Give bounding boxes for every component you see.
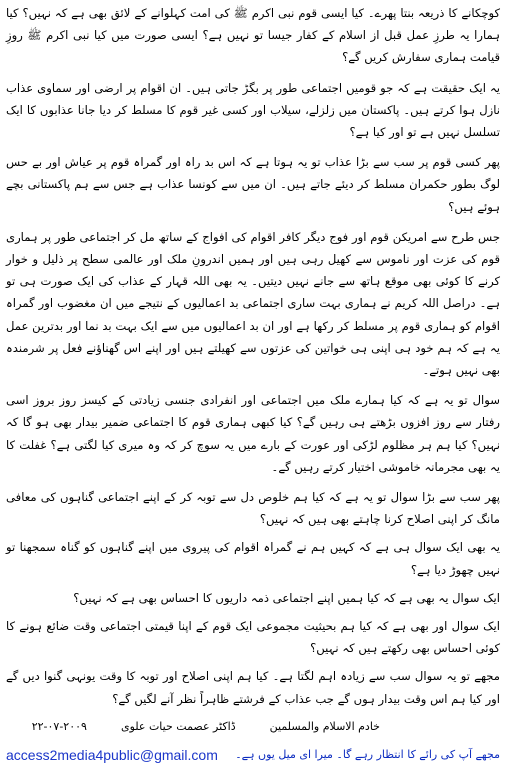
footer-note: مجھے آپ کی رائے کا انتظار رہے گا۔ میرا ای میل یوں ہے۔ xyxy=(235,747,500,761)
article-paragraph: ایک سوال یہ بھی ہے کہ کیا ہمیں اپنے اجتماعی ذمہ داریوں کا احساس بھی ہے کہ نہیں؟ xyxy=(73,590,500,605)
article-paragraph: ایک سوال اور بھی ہے کہ کیا ہم بحیثیت مجموعی ایک قوم کے اپنا قیمتی اجتماعی وقت ضائع ہونے کا کوئی احساس بھی رکھتے ہیں کہ نہیں؟ xyxy=(6,619,500,656)
article-paragraph: یہ ایک حقیقت ہے کہ جو قومیں اجتماعی طور پر بگڑ جاتی ہیں۔ ان اقوام پر ارضی اور سماوی عذاب نازل ہوا کرتے ہیں۔ پاکستان میں زلزلے، سیلاب اور کسی غیر قوم کا مسلط کر دیا جانا عذابوں کا ایک تسلسل نہیں ہے تو اور کیا ہے؟ xyxy=(6,80,500,140)
article-paragraph: مجھے تو یہ سوال سب سے زیادہ اہم لگتا ہے۔ کیا ہم اپنی اصلاح اور توبہ کا وقت یونہی گنوا دیں گے اور کیا ہم اس وقت بیدار ہوں گے جب عذاب کے فرشتے ظاہراً نظر آنے لگیں گے؟ xyxy=(6,669,500,706)
article-paragraph: پھر سب سے بڑا سوال تو یہ ہے کہ کیا ہم خلوص دل سے توبہ کر کے اپنے اجتماعی گناہوں کی معافی مانگ کر اپنی اصلاح کرنا چاہتے بھی ہیں کہ نہیں؟ xyxy=(6,490,500,527)
article-paragraph: سوال تو یہ ہے کہ کیا ہمارے ملک میں اجتماعی اور انفرادی جنسی زیادتی کے کیسز روز بروز اسی رفتار سے روز افزوں بڑھتے ہی رہیں گے؟ کیا کبھی ہماری قوم کا اجتماعی ضمیر بیدار بھی ہو گا کہ نہیں؟ کیا ہم ہر مظلوم لڑکی اور عورت کے بارے میں یہ سوچ کر کہ وہ میری کیا لگتی ہے؟ غفلت کا یہ بھی مجرمانہ خاموشی اختیار کرتے رہیں گے۔ xyxy=(6,393,500,474)
article-paragraph: پھر کسی قوم پر سب سے بڑا عذاب تو یہ ہوتا ہے کہ اس بد راہ اور گمراہ قوم پر عیاش اور بے حس لوگ بطور حکمران مسلط کر دیئے جاتے ہیں۔ ان میں سے کونسا عذاب ہے جس سے ہم پاکستانی بچے ہوئے ہیں؟ xyxy=(6,155,500,214)
signature-date: ۲۲-۰۷-۲۰۰۹ xyxy=(31,719,87,733)
signature-author: ڈاکٹر عصمت حیات علوی xyxy=(120,719,236,733)
article-paragraph: کوچکانے کا ذریعہ بنتا پھرے۔ کیا ایسی قوم نبی اکرم ﷺ کی امت کہلوانے کے لائق بھی ہے کہ نہیں؟ کیا ہمارا یہ طرزِ عمل قبل از اسلام کے کفار جیسا تو نہیں ہے؟ ایسی صورت میں کیا نبی اکرم ﷺ روزِ قیامت ہماری سفارش کریں گے؟ xyxy=(6,6,500,65)
footer xyxy=(6,745,500,765)
signature-line xyxy=(6,718,500,736)
signature-name: خادم الاسلام والمسلمین xyxy=(269,719,380,733)
article-paragraph: یہ بھی ایک سوال ہی ہے کہ کہیں ہم نے گمراہ اقوام کی پیروی میں اپنے گناہوں کو گناہ سمجھنا تو نہیں چھوڑ دیا ہے؟ xyxy=(6,540,500,577)
article-paragraph: جس طرح سے امریکن قوم اور فوج دیگر کافر اقوام کی افواج کے ساتھ مل کر اجتماعی طور پر ہماری قوم کی عزت اور ناموس سے کھیل رہی ہیں اور ہمیں اندرونِ ملک اور عالمی سطح پر ذلیل و خوار کرنے کا کوئی بھی موقع ہاتھ سے جانے نہیں دیتیں۔ یہ بھی اللہ قہار کے عذاب کی ایک صورت ہی تو ہے۔ دراصل اللہ کریم نے ہماری بہت ساری اجتماعی بد اعمالیوں کے نتیجے میں ان مغضوب اور گمراہ اقوام کو ہماری قوم پر مسلط کر رکھا ہے اور ان بد اعمالیوں میں سے ایک بہت بد نما اور بدترین عمل یہ ہے کہ ہم خود ہی اپنی ہی خواتین کی عزتوں سے کھیلتے ہیں اور اپنے اس گھناؤنے فعل پر شرمندہ بھی نہیں ہوتے۔ xyxy=(6,229,500,378)
email-link[interactable]: access2media4public@gmail.com xyxy=(6,746,218,763)
